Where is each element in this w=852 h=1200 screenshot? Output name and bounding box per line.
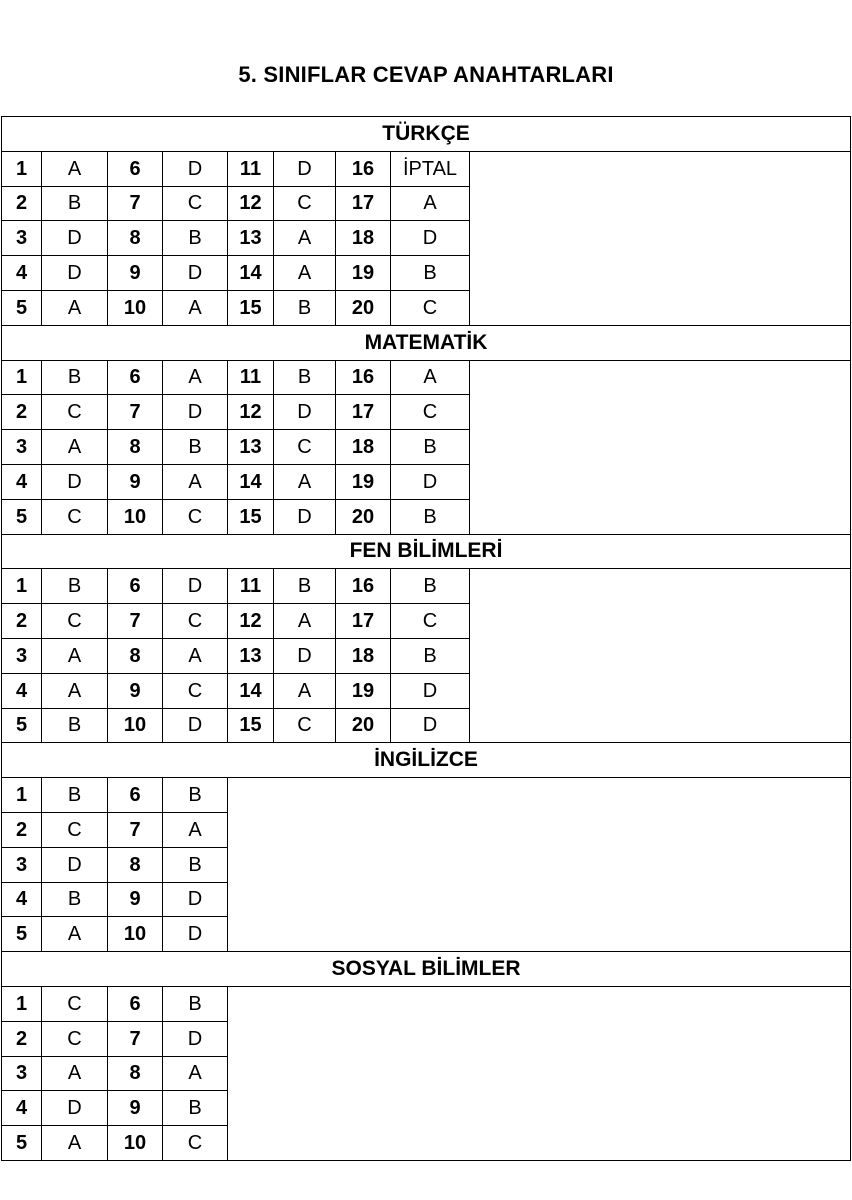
question-number: 1 [2, 360, 42, 395]
question-number: 11 [228, 569, 274, 604]
answer-letter: D [274, 151, 336, 186]
answer-letter: C [274, 186, 336, 221]
question-number: 1 [2, 569, 42, 604]
question-number: 6 [108, 986, 163, 1021]
empty-cell [228, 778, 851, 952]
answer-letter: A [163, 464, 228, 499]
question-number: 7 [108, 604, 163, 639]
answer-letter: C [163, 499, 228, 534]
question-number: 4 [2, 464, 42, 499]
question-number: 15 [228, 499, 274, 534]
answer-letter: D [42, 221, 108, 256]
answer-letter: B [163, 778, 228, 813]
answer-letter: B [274, 569, 336, 604]
question-number: 4 [2, 882, 42, 917]
question-number: 11 [228, 360, 274, 395]
answer-letter: B [163, 221, 228, 256]
question-number: 3 [2, 430, 42, 465]
question-number: 6 [108, 569, 163, 604]
answer-letter: C [42, 395, 108, 430]
question-number: 3 [2, 1056, 42, 1091]
answer-letter: D [163, 569, 228, 604]
answer-letter: A [42, 917, 108, 952]
answer-letter: B [163, 847, 228, 882]
question-number: 2 [2, 604, 42, 639]
answer-letter: A [42, 430, 108, 465]
answer-letter: C [391, 604, 470, 639]
question-number: 20 [336, 708, 391, 743]
answer-letter: C [163, 1126, 228, 1161]
question-number: 5 [2, 917, 42, 952]
answer-letter: C [163, 186, 228, 221]
answer-letter: D [163, 395, 228, 430]
answer-letter: B [42, 186, 108, 221]
question-number: 20 [336, 499, 391, 534]
answer-letter: D [391, 673, 470, 708]
question-number: 2 [2, 812, 42, 847]
answer-letter: D [42, 1091, 108, 1126]
question-number: 17 [336, 395, 391, 430]
answer-letter: B [163, 986, 228, 1021]
answer-letter: C [391, 395, 470, 430]
question-number: 3 [2, 638, 42, 673]
question-number: 12 [228, 186, 274, 221]
question-number: 5 [2, 499, 42, 534]
question-number: 16 [336, 151, 391, 186]
answer-letter: D [391, 221, 470, 256]
question-number: 2 [2, 186, 42, 221]
answer-letter: C [42, 1021, 108, 1056]
answer-letter: D [391, 708, 470, 743]
question-number: 10 [108, 290, 163, 325]
empty-cell [228, 986, 851, 1160]
question-number: 8 [108, 847, 163, 882]
question-number: 9 [108, 464, 163, 499]
answer-letter: D [274, 395, 336, 430]
question-number: 9 [108, 256, 163, 291]
answer-letter: A [42, 673, 108, 708]
question-number: 4 [2, 256, 42, 291]
question-number: 18 [336, 221, 391, 256]
answer-letter: A [42, 290, 108, 325]
answer-letter: B [42, 569, 108, 604]
question-number: 16 [336, 569, 391, 604]
section-title: TÜRKÇE [2, 117, 851, 152]
answer-letter: D [42, 464, 108, 499]
answer-letter: A [274, 673, 336, 708]
section-header-row [2, 534, 851, 569]
answer-letter: D [42, 847, 108, 882]
question-number: 5 [2, 708, 42, 743]
answer-letter: A [274, 256, 336, 291]
question-number: 7 [108, 186, 163, 221]
question-number: 18 [336, 638, 391, 673]
answer-key-body [2, 117, 851, 1161]
question-number: 2 [2, 395, 42, 430]
empty-cell [470, 360, 851, 534]
answer-key-table [1, 116, 851, 1161]
question-number: 1 [2, 778, 42, 813]
answer-letter: B [274, 360, 336, 395]
answer-letter: D [163, 708, 228, 743]
question-number: 4 [2, 1091, 42, 1126]
answer-letter: D [163, 882, 228, 917]
question-number: 8 [108, 1056, 163, 1091]
answer-letter: A [274, 604, 336, 639]
answer-letter: A [42, 638, 108, 673]
answer-letter: B [42, 360, 108, 395]
question-number: 4 [2, 673, 42, 708]
question-number: 10 [108, 917, 163, 952]
question-number: 19 [336, 464, 391, 499]
section-header-row [2, 952, 851, 987]
answer-letter: C [42, 604, 108, 639]
question-number: 12 [228, 395, 274, 430]
question-number: 8 [108, 430, 163, 465]
question-number: 17 [336, 604, 391, 639]
answer-letter: D [42, 256, 108, 291]
answer-letter: C [274, 430, 336, 465]
answer-letter: A [391, 186, 470, 221]
answer-letter: A [163, 1056, 228, 1091]
question-number: 19 [336, 256, 391, 291]
question-number: 3 [2, 847, 42, 882]
question-number: 13 [228, 638, 274, 673]
question-number: 20 [336, 290, 391, 325]
question-number: 11 [228, 151, 274, 186]
answer-letter: B [163, 430, 228, 465]
question-number: 12 [228, 604, 274, 639]
answer-letter: B [391, 430, 470, 465]
question-number: 8 [108, 221, 163, 256]
question-number: 2 [2, 1021, 42, 1056]
question-number: 9 [108, 673, 163, 708]
question-number: 14 [228, 673, 274, 708]
answer-letter: B [42, 882, 108, 917]
question-number: 10 [108, 499, 163, 534]
answer-letter: B [42, 778, 108, 813]
question-number: 9 [108, 1091, 163, 1126]
section-title: FEN BİLİMLERİ [2, 534, 851, 569]
section-title: İNGİLİZCE [2, 743, 851, 778]
answer-row [2, 151, 851, 186]
section-title: SOSYAL BİLİMLER [2, 952, 851, 987]
question-number: 7 [108, 395, 163, 430]
question-number: 9 [108, 882, 163, 917]
section-header-row [2, 117, 851, 152]
answer-letter: B [391, 499, 470, 534]
question-number: 15 [228, 290, 274, 325]
question-number: 10 [108, 708, 163, 743]
answer-letter: A [163, 360, 228, 395]
answer-letter: D [163, 1021, 228, 1056]
section-header-row [2, 743, 851, 778]
answer-letter: C [163, 604, 228, 639]
question-number: 7 [108, 1021, 163, 1056]
answer-letter: C [391, 290, 470, 325]
answer-row [2, 360, 851, 395]
answer-letter: A [42, 1056, 108, 1091]
answer-letter: A [163, 290, 228, 325]
answer-row [2, 569, 851, 604]
page-title: 5. SINIFLAR CEVAP ANAHTARLARI [238, 62, 614, 87]
answer-letter: C [42, 499, 108, 534]
question-number: 15 [228, 708, 274, 743]
section-title: MATEMATİK [2, 325, 851, 360]
answer-letter: B [163, 1091, 228, 1126]
question-number: 13 [228, 221, 274, 256]
question-number: 18 [336, 430, 391, 465]
answer-letter: A [274, 464, 336, 499]
answer-letter: B [274, 290, 336, 325]
answer-row [2, 778, 851, 813]
question-number: 14 [228, 464, 274, 499]
question-number: 5 [2, 1126, 42, 1161]
answer-letter: C [42, 812, 108, 847]
empty-cell [470, 151, 851, 325]
answer-letter: B [42, 708, 108, 743]
answer-letter: B [391, 638, 470, 673]
answer-letter: İPTAL [391, 151, 470, 186]
answer-letter: A [163, 638, 228, 673]
question-number: 6 [108, 778, 163, 813]
question-number: 1 [2, 151, 42, 186]
question-number: 6 [108, 360, 163, 395]
answer-letter: D [274, 499, 336, 534]
question-number: 14 [228, 256, 274, 291]
question-number: 19 [336, 673, 391, 708]
answer-letter: A [42, 151, 108, 186]
answer-letter: D [163, 256, 228, 291]
empty-cell [470, 569, 851, 743]
question-number: 16 [336, 360, 391, 395]
question-number: 5 [2, 290, 42, 325]
answer-letter: C [42, 986, 108, 1021]
question-number: 6 [108, 151, 163, 186]
answer-letter: A [274, 221, 336, 256]
answer-letter: A [42, 1126, 108, 1161]
question-number: 8 [108, 638, 163, 673]
answer-letter: A [391, 360, 470, 395]
question-number: 17 [336, 186, 391, 221]
question-number: 13 [228, 430, 274, 465]
answer-letter: A [163, 812, 228, 847]
question-number: 10 [108, 1126, 163, 1161]
section-header-row [2, 325, 851, 360]
answer-letter: D [163, 917, 228, 952]
answer-letter: D [274, 638, 336, 673]
answer-letter: C [274, 708, 336, 743]
answer-letter: C [163, 673, 228, 708]
answer-letter: B [391, 256, 470, 291]
question-number: 7 [108, 812, 163, 847]
question-number: 1 [2, 986, 42, 1021]
answer-letter: D [391, 464, 470, 499]
question-number: 3 [2, 221, 42, 256]
answer-letter: D [163, 151, 228, 186]
answer-row [2, 986, 851, 1021]
answer-letter: B [391, 569, 470, 604]
